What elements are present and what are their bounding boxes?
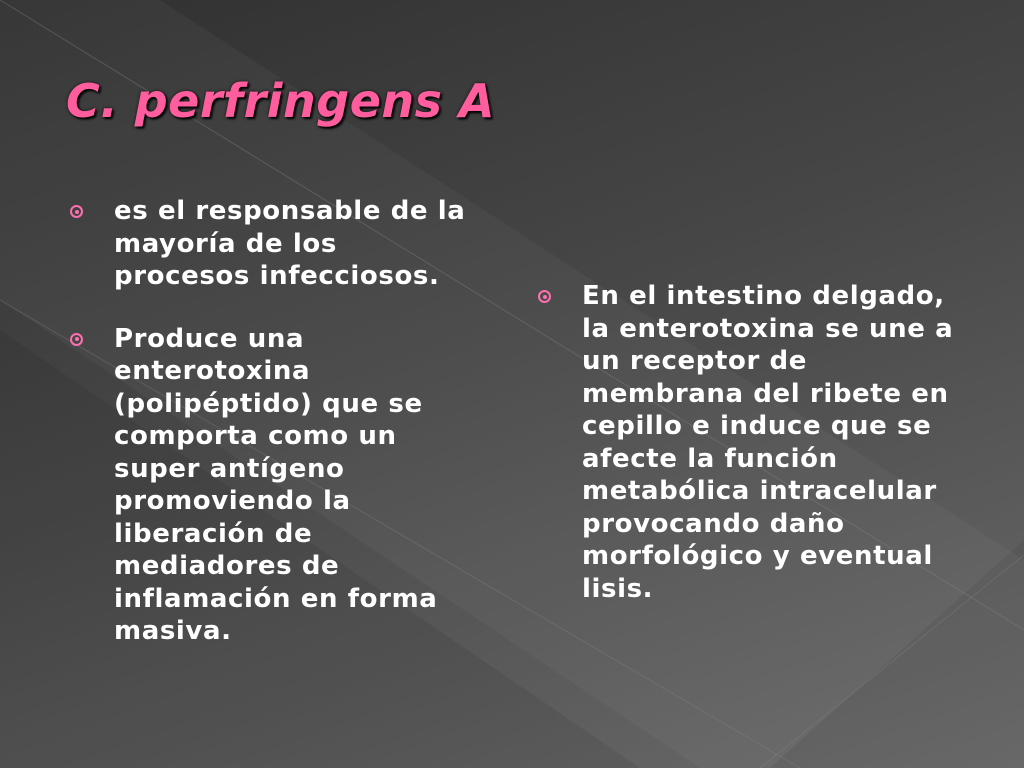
left-bullet-list — [70, 195, 470, 678]
circle-dot-icon — [538, 290, 551, 303]
bullet-item — [70, 195, 470, 293]
circle-dot-icon — [70, 333, 83, 346]
bullet-item — [70, 323, 470, 648]
bullet-text: En el intestino delgado, la enterotoxina se une a un receptor de membrana del ribete en cepillo e induce que se afecte la función metabólica intracelular provocando daño morfológico y eventual lisis. — [582, 281, 954, 604]
bullet-text: Produce una enterotoxina (polipéptido) que se comporta como un super antígeno promoviendo la liberación de mediadores de inflamación en forma masiva. — [114, 323, 438, 646]
bullet-item — [538, 280, 978, 605]
right-bullet-list — [538, 280, 978, 635]
bullet-text: es el responsable de la mayoría de los procesos infecciosos. — [114, 196, 466, 291]
circle-dot-icon — [70, 205, 83, 218]
slide-title: C. perfringens A — [66, 74, 496, 128]
